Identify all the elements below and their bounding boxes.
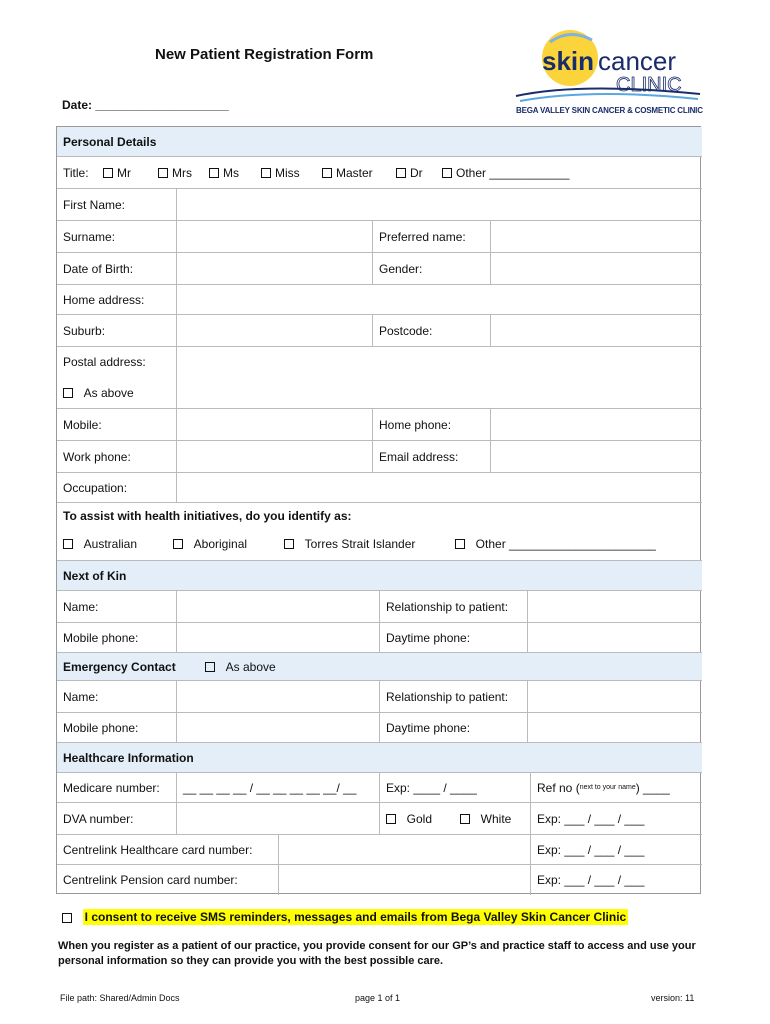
checkbox[interactable] (103, 168, 113, 178)
medicare-row (57, 773, 702, 803)
title-row (57, 157, 702, 189)
checkbox[interactable] (261, 168, 271, 178)
kin-mobile-input[interactable] (177, 623, 379, 652)
emergency-as-above-option[interactable] (199, 653, 276, 680)
option-label: Gold (406, 811, 433, 826)
centrelink-pension-input[interactable] (279, 865, 530, 895)
option-label: As above (225, 659, 276, 674)
surname-label: Surname: (63, 229, 116, 244)
kin-daytime-label: Daytime phone: (386, 630, 471, 645)
emergency-phone-row (57, 713, 702, 743)
option-label: Other ____________ (456, 165, 570, 180)
option-label: Miss (275, 165, 300, 180)
home-address-row (57, 285, 702, 315)
identity-other-option[interactable] (449, 529, 656, 559)
dob-row (57, 253, 702, 285)
mobile-row (57, 409, 702, 441)
dva-white-option[interactable] (454, 803, 511, 834)
centrelink-healthcare-expiry[interactable]: Exp: ___ / ___ / ___ (537, 842, 645, 857)
work-phone-input[interactable] (177, 441, 372, 472)
dob-input[interactable] (177, 253, 372, 284)
suburb-label: Suburb: (63, 323, 106, 338)
title-mrs-option[interactable] (152, 157, 192, 188)
identity-aboriginal-option[interactable] (167, 529, 247, 559)
kin-relationship-label: Relationship to patient: (386, 599, 509, 614)
kin-phone-row (57, 623, 702, 653)
dva-expiry[interactable]: Exp: ___ / ___ / ___ (537, 811, 645, 826)
section-title: Next of Kin (63, 568, 127, 583)
title-mr-option[interactable] (97, 157, 131, 188)
checkbox[interactable] (173, 539, 183, 549)
identity-row (57, 503, 702, 561)
emergency-mobile-input[interactable] (177, 713, 379, 742)
option-label: As above (83, 386, 134, 400)
occupation-row (57, 473, 702, 503)
gender-label: Gender: (379, 261, 423, 276)
logo-subtitle: BEGA VALLEY SKIN CANCER & COSMETIC CLINIC (516, 106, 703, 115)
option-label: Mrs (172, 165, 192, 180)
surname-input[interactable] (177, 221, 372, 252)
option-label: Dr (410, 165, 423, 180)
section-title: Healthcare Information (63, 750, 194, 765)
kin-name-input[interactable] (177, 591, 379, 622)
postal-address-row (57, 347, 702, 409)
checkbox[interactable] (396, 168, 406, 178)
kin-relationship-input[interactable] (528, 591, 701, 622)
dva-input[interactable] (177, 803, 379, 834)
section-title: Emergency Contact (63, 659, 176, 674)
mobile-input[interactable] (177, 409, 372, 440)
suburb-input[interactable] (177, 315, 372, 346)
emergency-name-row (57, 681, 702, 713)
logo-word-cancer: cancer (598, 46, 677, 76)
centrelink-pension-expiry[interactable]: Exp: ___ / ___ / ___ (537, 873, 645, 887)
checkbox[interactable] (209, 168, 219, 178)
email-input[interactable] (491, 441, 701, 472)
kin-daytime-input[interactable] (528, 623, 701, 652)
ref-no-end: ) ____ (635, 780, 670, 795)
preferred-name-input[interactable] (491, 221, 701, 252)
ref-no-label: Ref no ( (537, 780, 580, 795)
work-phone-label: Work phone: (63, 449, 131, 464)
privacy-note: When you register as a patient of our practice, you provide consent for our GP’s and practice staff to access and use your personal information so they can provide you with the best possible care. (58, 940, 696, 967)
kin-name-label: Name: (63, 599, 99, 614)
centrelink-healthcare-label: Centrelink Healthcare card number: (63, 842, 253, 857)
logo-word-skin: skin (542, 46, 595, 76)
home-address-input[interactable] (177, 285, 701, 314)
title-ms-option[interactable] (203, 157, 239, 188)
emergency-relationship-input[interactable] (528, 681, 701, 712)
surname-row (57, 221, 702, 253)
checkbox[interactable] (455, 539, 465, 549)
medicare-input[interactable]: __ __ __ __ / __ __ __ __ __/ __ (183, 780, 357, 795)
checkbox[interactable] (63, 539, 73, 549)
kin-mobile-label: Mobile phone: (63, 630, 139, 645)
emergency-mobile-label: Mobile phone: (63, 720, 139, 735)
title-label: Title: (63, 165, 89, 180)
occupation-label: Occupation: (63, 480, 128, 495)
kin-name-row (57, 591, 702, 623)
email-label: Email address: (379, 449, 459, 464)
identity-australian-option[interactable] (57, 529, 137, 559)
home-phone-label: Home phone: (379, 417, 452, 432)
gender-input[interactable] (491, 253, 701, 284)
option-label: Master (336, 165, 373, 180)
identity-question: To assist with health initiatives, do you identify as: (63, 509, 352, 523)
footer-file-path: File path: Shared/Admin Docs (60, 993, 180, 1003)
option-label: Other ______________________ (475, 537, 656, 551)
centrelink-healthcare-input[interactable] (279, 835, 530, 864)
checkbox[interactable] (205, 662, 215, 672)
page-title: New Patient Registration Form (155, 46, 374, 63)
checkbox[interactable] (322, 168, 332, 178)
dva-row (57, 803, 702, 835)
checkbox[interactable] (158, 168, 168, 178)
preferred-name-label: Preferred name: (379, 229, 466, 244)
emergency-name-input[interactable] (177, 681, 379, 712)
section-personal-details (57, 127, 702, 157)
postal-address-input[interactable] (177, 347, 701, 408)
date-field[interactable]: Date: ____________________ (62, 98, 229, 112)
title-dr-option[interactable] (390, 157, 423, 188)
suburb-row (57, 315, 702, 347)
centrelink-pension-label: Centrelink Pension card number: (63, 873, 238, 887)
medicare-ref-no[interactable] (531, 773, 670, 802)
emergency-name-label: Name: (63, 689, 99, 704)
centrelink-healthcare-row (57, 835, 702, 865)
postal-address-label: Postal address: (63, 355, 146, 369)
postcode-label: Postcode: (379, 323, 433, 338)
title-other-option[interactable] (436, 157, 569, 188)
option-label: Ms (223, 165, 239, 180)
checkbox[interactable] (284, 539, 294, 549)
registration-form (56, 126, 701, 894)
section-next-of-kin (57, 561, 702, 591)
section-emergency-contact (57, 653, 702, 681)
home-phone-input[interactable] (491, 409, 701, 440)
work-phone-row (57, 441, 702, 473)
mobile-label: Mobile: (63, 417, 102, 432)
option-label: Mr (117, 165, 131, 180)
emergency-daytime-input[interactable] (528, 713, 701, 742)
medicare-expiry[interactable]: Exp: ____ / ____ (386, 780, 477, 795)
checkbox[interactable] (386, 814, 396, 824)
occupation-input[interactable] (177, 473, 701, 502)
postcode-input[interactable] (491, 315, 701, 346)
postal-as-above-option[interactable] (57, 377, 134, 409)
dva-label: DVA number: (63, 811, 134, 826)
dva-gold-option[interactable] (380, 803, 432, 834)
first-name-row (57, 189, 702, 221)
section-healthcare (57, 743, 702, 773)
emergency-relationship-label: Relationship to patient: (386, 689, 509, 704)
option-label: White (480, 811, 512, 826)
section-title: Personal Details (63, 134, 157, 149)
title-master-option[interactable] (316, 157, 373, 188)
dob-label: Date of Birth: (63, 261, 134, 276)
option-label: Torres Strait Islander (304, 537, 416, 551)
identity-torres-option[interactable] (278, 529, 415, 559)
option-label: Aboriginal (193, 537, 248, 551)
checkbox[interactable] (63, 388, 73, 398)
checkbox[interactable] (460, 814, 470, 824)
footer-version: version: 11 (651, 993, 695, 1003)
checkbox[interactable] (442, 168, 452, 178)
first-name-label: First Name: (63, 197, 126, 212)
option-label: Australian (83, 537, 138, 551)
centrelink-pension-row (57, 865, 702, 895)
footer-page-number: page 1 of 1 (355, 993, 401, 1003)
title-miss-option[interactable] (255, 157, 300, 188)
ref-no-hint: next to your name (579, 784, 636, 791)
first-name-input[interactable] (177, 189, 701, 220)
logo-word-clinic: CLINIC (616, 74, 682, 96)
medicare-label: Medicare number: (63, 780, 160, 795)
checkbox[interactable] (62, 913, 72, 923)
sms-consent-option[interactable] (62, 910, 628, 924)
emergency-daytime-label: Daytime phone: (386, 720, 471, 735)
home-address-label: Home address: (63, 292, 145, 307)
consent-text: I consent to receive SMS reminders, messages and emails from Bega Valley Skin Cancer Clinic (84, 910, 627, 924)
